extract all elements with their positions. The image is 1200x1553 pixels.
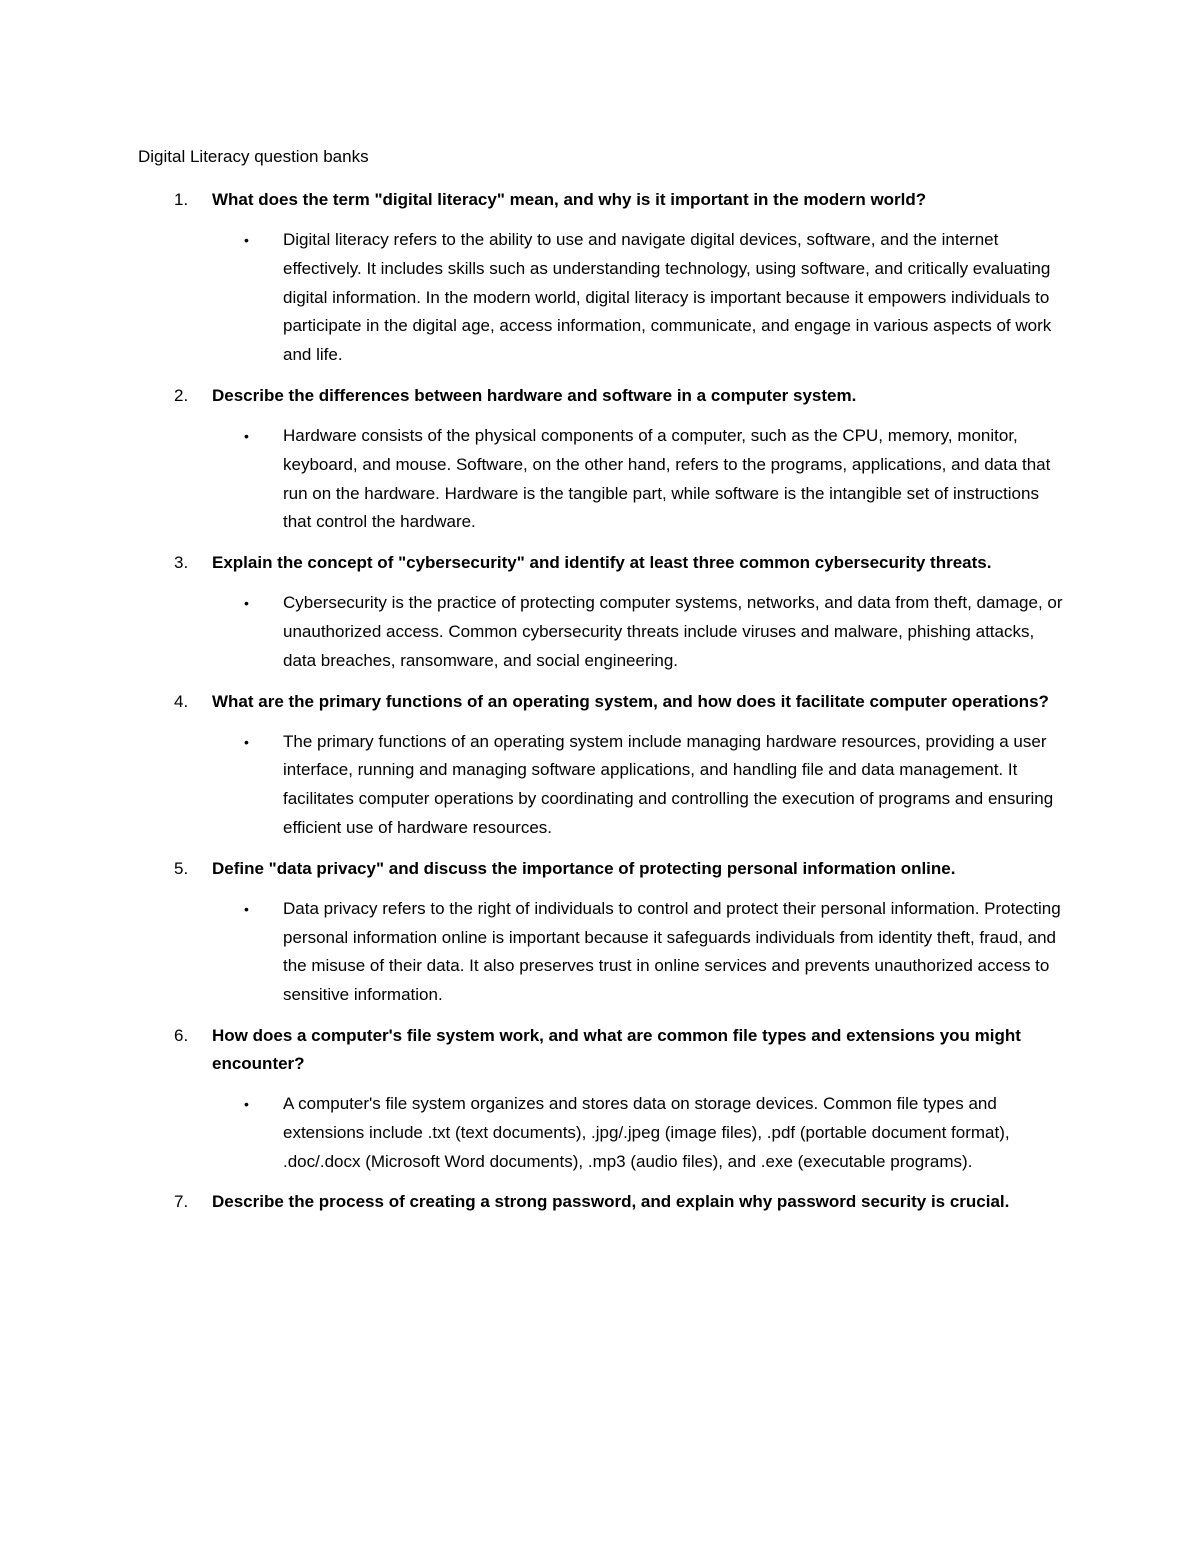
question-text: What does the term "digital literacy" mean, and why is it important in the modern world? <box>212 190 927 209</box>
question-number: 3. <box>174 553 189 573</box>
bullet-icon: • <box>244 733 249 750</box>
question-list <box>0 186 1200 1228</box>
answer-row <box>0 1090 1068 1176</box>
answer-row <box>0 422 1068 537</box>
question-text: How does a computer's file system work, and what are common file types and extensions you might encounter? <box>212 1025 1021 1073</box>
question-text: Explain the concept of "cybersecurity" and identify at least three common cybersecurity threats. <box>212 553 992 573</box>
bullet-icon: • <box>244 595 249 612</box>
bullet-icon: • <box>244 900 249 917</box>
question-number: 5. <box>174 858 189 878</box>
bullet-icon: • <box>244 1095 249 1112</box>
question-row <box>0 186 1062 214</box>
question-item-5 <box>0 855 1200 1010</box>
answer-row <box>0 226 1068 370</box>
answer-text: The primary functions of an operating system include managing hardware resources, providing a user interface, running and managing software applications, and handling file and data management. It facilitates computer operations by coordinating and controlling the execution of programs and ensuring efficient use of hardware resources. <box>283 731 1054 837</box>
answer-text: Hardware consists of the physical components of a computer, such as the CPU, memory, monitor, keyboard, and mouse. Software, on the other hand, refers to the programs, applications, and data that run on the hardware. Hardware is the tangible part, while software is the intangible set of instructions that control the hardware. <box>283 425 1051 532</box>
question-item-1 <box>0 186 1200 370</box>
question-item-2 <box>0 382 1200 537</box>
question-text: Define "data privacy" and discuss the importance of protecting personal information online. <box>212 858 956 878</box>
answer-row <box>0 728 1068 843</box>
question-number: 7. <box>174 1192 189 1212</box>
document-title: Digital Literacy question banks <box>138 147 369 166</box>
question-item-7 <box>0 1188 1200 1216</box>
question-item-6 <box>0 1022 1200 1176</box>
question-row <box>0 382 1062 410</box>
bullet-icon: • <box>244 427 249 444</box>
question-row <box>0 549 1062 577</box>
question-number: 2. <box>174 385 189 405</box>
question-row <box>0 1188 1062 1216</box>
question-number: 6. <box>174 1025 189 1045</box>
question-row <box>0 1022 1062 1078</box>
answer-text: Cybersecurity is the practice of protecting computer systems, networks, and data from theft, damage, or unauthorized access. Common cybersecurity threats include viruses and malware, phishing attacks, data breaches, ransomware, and social engineering. <box>283 593 1063 670</box>
question-row <box>0 688 1062 716</box>
answer-text: A computer's file system organizes and stores data on storage devices. Common file types and extensions include .txt (text documents), .jpg/.jpeg (image files), .pdf (portable document format), .doc/.docx (Microsoft Word documents), .mp3 (audio files), and .exe (executable programs). <box>283 1093 1010 1171</box>
question-number: 1. <box>174 190 189 209</box>
answer-row <box>0 895 1068 1010</box>
answer-row <box>0 589 1068 675</box>
question-text: What are the primary functions of an operating system, and how does it facilitate computer operations? <box>212 691 1049 711</box>
question-text: Describe the process of creating a strong password, and explain why password security is crucial. <box>212 1192 1010 1212</box>
answer-text: Data privacy refers to the right of individuals to control and protect their personal information. Protecting personal information online is important because it safeguards individuals from identity theft, fraud, and the misuse of their data. It also preserves trust in online services and prevents unauthorized access to sensitive information. <box>283 898 1061 1005</box>
question-row <box>0 855 1062 883</box>
question-number: 4. <box>174 691 189 711</box>
question-item-3 <box>0 549 1200 675</box>
question-text: Describe the differences between hardware and software in a computer system. <box>212 385 857 405</box>
answer-text: Digital literacy refers to the ability to use and navigate digital devices, software, and the internet effectively. It includes skills such as understanding technology, using software, and critically evaluating digital information. In the modern world, digital literacy is important because it empowers individuals to participate in the digital age, access information, communicate, and engage in various aspects of work and life. <box>283 230 1052 365</box>
bullet-icon: • <box>244 232 249 248</box>
question-item-4 <box>0 688 1200 843</box>
